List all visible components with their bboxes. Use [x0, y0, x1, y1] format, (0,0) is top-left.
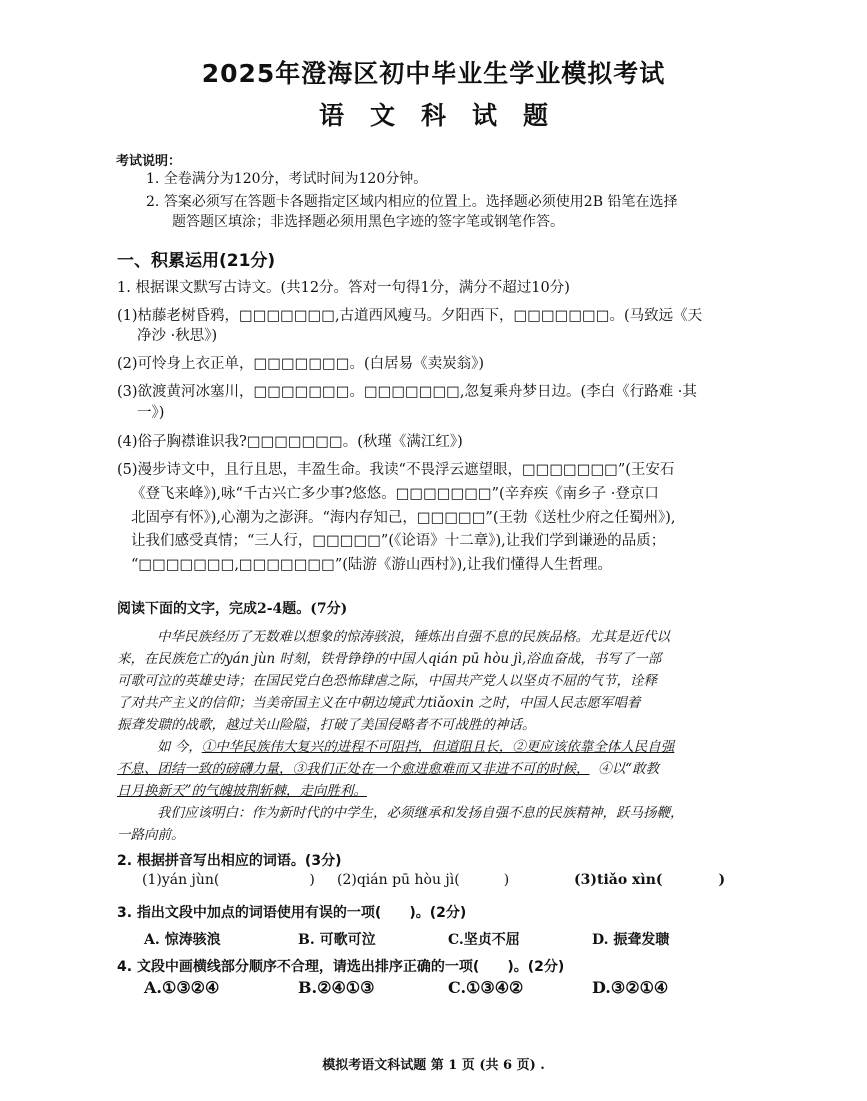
passage-line: 来，在民族危亡的yán jùn 时刻，铁骨铮铮的中国人qián pū hòu jì,浴血奋战，书写了一部	[117, 651, 662, 667]
passage-text: 如 今，	[157, 739, 202, 755]
q4-option-a: A.①③②④	[144, 978, 220, 997]
q1-line: 《登飞来峰》),咏“千古兴亡多少事?悠悠。□□□□□□□”(辛弃疾《南乡子 ·登京口	[131, 486, 659, 502]
section-heading: 一、积累运用(21分)	[117, 251, 276, 271]
q3-option-b: B. 可歌可泣	[298, 932, 376, 948]
q4-option-b: B.②④①③	[298, 978, 375, 997]
q2-item-3: (3)tiǎo xìn( )	[574, 872, 726, 888]
q1-line: (1)枯藤老树昏鸦，□□□□□□□,古道西风瘦马。夕阳西下，□□□□□□□。(马致远《天	[117, 308, 703, 324]
underlined-marker: ④以“敢教	[598, 761, 659, 777]
passage-line: 中华民族经历了无数难以想象的惊涛骇浪，锤炼出自强不息的民族品格。尤其是近代以	[157, 629, 670, 645]
q1-line: (3)欲渡黄河冰塞川，□□□□□□□。□□□□□□□,忽复乘舟梦日边。(李白《行路难 ·其	[117, 384, 697, 400]
q1-line: (4)俗子胸襟谁识我?□□□□□□□。(秋瑾《满江红》)	[117, 434, 463, 450]
instructions-label: 考试说明：	[116, 154, 182, 169]
q1-line: 净沙 ·秋思》)	[137, 328, 218, 344]
passage-line	[117, 757, 659, 777]
q1-line: 一》)	[137, 405, 165, 421]
q3-option-a: A. 惊涛骇浪	[144, 932, 221, 948]
exam-title: 2025年澄海区初中毕业生学业模拟考试	[201, 59, 666, 88]
question-4-stem: 4. 文段中画横线部分顺序不合理，请选出排序正确的一项( )。(2分)	[117, 959, 565, 975]
question-3-stem: 3. 指出文段中加点的词语使用有误的一项( )。(2分)	[117, 905, 467, 921]
page-footer: 模拟考语文科试题 第 1 页 (共 6 页) .	[322, 1058, 545, 1073]
q1-line: 北固亭有怀》),心潮为之澎湃。“海内存知己，□□□□□”(王勃《送杜少府之任蜀州》),	[131, 510, 676, 526]
q1-line: (5)漫步诗文中，且行且思，丰盈生命。我读“不畏浮云遮望眼，□□□□□□□”(王安石	[117, 462, 675, 478]
reading-prompt: 阅读下面的文字，完成2-4题。(7分)	[117, 601, 348, 617]
q1-line: 让我们感受真情；“三人行，□□□□□”(《论语》十二章》),让我们学到谦逊的品质；	[131, 533, 666, 549]
q4-option-d: D.③②①④	[592, 978, 669, 997]
passage-line: 我们应该明白：作为新时代的中学生，必须继承和发扬自强不息的民族精神，跃马扬鞭，	[157, 805, 684, 821]
q1-line: “□□□□□□□,□□□□□□□”(陆游《游山西村》),让我们懂得人生哲理。	[131, 557, 612, 573]
q3-option-c: C.坚贞不屈	[448, 932, 520, 948]
q2-item-2: (2)qián pū hòu jì( )	[337, 872, 510, 888]
passage-line: 了对共产主义的信仰；当美帝国主义在中朝边境武力tiǎoxin 之时，中国人民志愿军唱着	[117, 695, 641, 711]
underlined-sentence: ①中华民族伟大复兴的进程不可阻挡，但道阻且长，②更应该依靠全体人民自强	[201, 739, 675, 755]
q1-line: (2)可怜身上衣正单，□□□□□□□。(白居易《卖炭翁》)	[117, 356, 485, 372]
q4-option-c: C.①③④②	[448, 978, 524, 997]
passage-line	[117, 779, 367, 799]
question-2-stem: 2. 根据拼音写出相应的词语。(3分)	[117, 853, 342, 869]
q3-option-d: D. 振聋发聩	[592, 932, 670, 948]
question-1-intro: 1. 根据课文默写古诗文。(共12分。答对一句得1分，满分不超过10分)	[117, 280, 570, 296]
instruction-item: 题答题区填涂；非选择题必须用黑色字迹的签字笔或钢笔作答。	[172, 214, 564, 230]
passage-line: 可歌可泣的英雄史诗；在国民党白色恐怖肆虐之际，中国共产党人以坚贞不屈的气节，诠释	[117, 673, 657, 689]
passage-line: 振聋发聩的战歌，越过关山险隘，打破了美国侵略者不可战胜的神话。	[117, 717, 536, 733]
passage-line: 一路向前。	[117, 827, 185, 843]
underlined-sentence: 不息、团结一致的磅礴力量，③我们正处在一个愈进愈难而又非进不可的时候，	[117, 761, 590, 777]
underlined-sentence: 日月换新天”的气魄披荆斩棘，走向胜利。	[117, 783, 367, 799]
instruction-item: 2. 答案必须写在答题卡各题指定区域内相应的位置上。选择题必须使用2B 铅笔在选择	[146, 194, 678, 210]
q2-item-1: (1)yán jùn( )	[142, 872, 315, 888]
passage-line	[157, 735, 674, 755]
instruction-item: 1. 全卷满分为120分，考试时间为120分钟。	[146, 171, 428, 187]
exam-subtitle: 语文科试题	[318, 101, 574, 130]
